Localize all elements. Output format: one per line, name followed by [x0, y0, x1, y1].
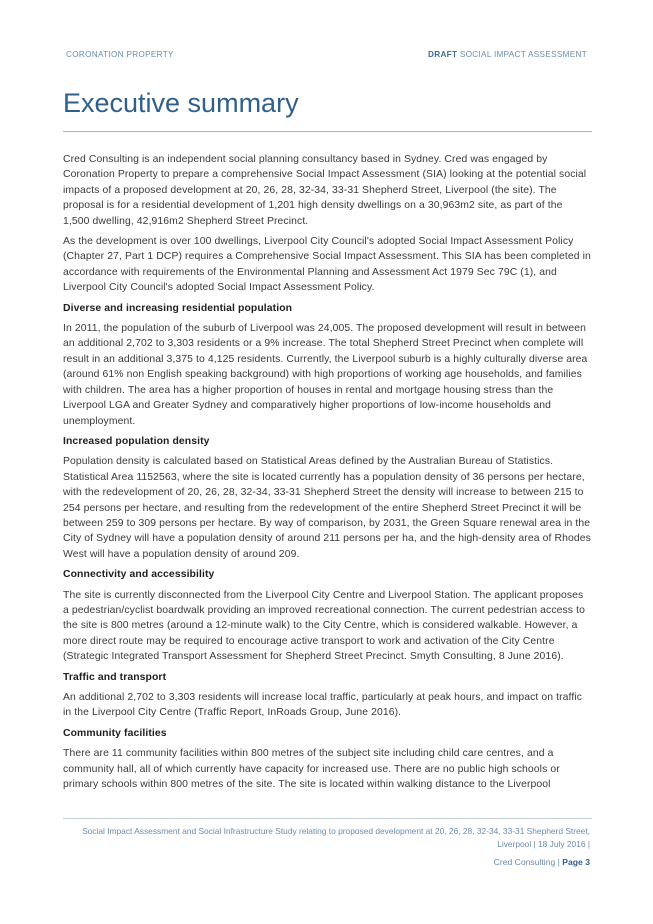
page-title: Executive summary: [63, 88, 299, 118]
page-number: Page 3: [562, 857, 590, 867]
paragraph-density: Population density is calculated based on Statistical Areas defined by the Australian Bureau of Statistics. Statistical Area 1152563, where the site is located currently has a population density of 36 persons per hectare, with the redevelopment of 20, 26, 28, 32-34, 33-31 Shepherd Street the density will increase to between 215 to 254 persons per hectare, and resulting from the redevelopment of the entire Shepherd Street Precinct it will be between 259 to 309 persons per hectare. By way of comparison, by 2031, the Green Square renewal area in the City of Sydney will have a population density of around 211 persons per ha, and the high-density area of Rhodes West will have a population density of around 209.: [63, 456, 591, 560]
intro-paragraph-1: Cred Consulting is an independent social planning consultancy based in Sydney. Cred was engaged by Coronation Property to prepare a comprehensive Social Impact Assessment (SIA) looking at the potential social impacts of a proposed development at 20, 26, 28, 32-34, 33-31 Shepherd Street, Liverpool (the site). The proposal is for a residential development of 1,201 high density dwellings on a 30,963m2 site, as part of the 1,500 dwelling, 42,916m2 Shepherd Street Precinct.: [63, 154, 587, 227]
paragraph-traffic: An additional 2,702 to 3,303 residents will increase local traffic, particularly at peak hours, and impact on traffic in the Liverpool City Centre (Traffic Report, InRoads Group, June 2016).: [63, 692, 583, 719]
heading-connectivity: Connectivity and accessibility: [63, 569, 215, 581]
body-content: [63, 152, 591, 797]
footer-study-title: Social Impact Assessment and Social Infrastructure Study relating to proposed development at 20, 26, 28, 32-34, 33-31 Shepherd Street, Liverpool | 18 July 2016 |: [82, 826, 590, 849]
footer-page-info: [494, 857, 590, 867]
paragraph-population: In 2011, the population of the suburb of Liverpool was 24,005. The proposed development will result in between an additional 2,702 to 3,303 residents or a 9% increase. The total Shepherd Street Precinct when complete will result in an additional 3,375 to 4,125 residents. Currently, the Liverpool suburb is a highly culturally diverse area (around 61% non English speaking background) with high proportions of working age households, and families with children. The area has a higher proportion of houses in rental and mortgage housing stress than the Liverpool LGA and Greater Sydney and comparatively higher proportions of low-income households and unemployment.: [63, 323, 588, 427]
heading-community: Community facilities: [63, 727, 167, 739]
header-document-type: [428, 50, 587, 59]
heading-population: Diverse and increasing residential population: [63, 302, 293, 314]
paragraph-community: There are 11 community facilities within 800 metres of the subject site including child care centres, and a community hall, all of which currently have capacity for increased use. There are no public high schools or primary schools within 800 metres of the site. The site is located within walking distance to the Liverpool: [63, 748, 560, 791]
header-company: CORONATION PROPERTY: [66, 50, 174, 59]
footer-company: Cred Consulting |: [493, 857, 563, 867]
header-doc-title: SOCIAL IMPACT ASSESSMENT: [457, 50, 587, 59]
paragraph-connectivity: The site is currently disconnected from the Liverpool City Centre and Liverpool Station. The applicant proposes a pedestrian/cyclist boardwalk providing an improved recreational connection. The current pedestrian access to the site is 800 metres (around a 12-minute walk) to the City Centre, which is considered walkable. However, a more direct route may be required to encourage active transport to work and activation of the City Centre (Strategic Integrated Transport Assessment for Shepherd Street Precinct. Smyth Consulting, 8 June 2016).: [63, 589, 585, 663]
title-divider: [63, 131, 592, 132]
footer-divider: [63, 818, 592, 819]
heading-density: Increased population density: [63, 435, 210, 447]
header-draft-label: DRAFT: [428, 50, 458, 59]
heading-traffic: Traffic and transport: [63, 671, 167, 683]
intro-paragraph-2: As the development is over 100 dwellings, Liverpool City Council's adopted Social Impact Assessment Policy (Chapter 27, Part 1 DCP) requires a Comprehensive Social Impact Assessment. This SIA has been completed in accordance with requirements of the Environmental Planning and Assessment Act 1979 Sec 79C (1), and Liverpool City Council's adopted Social Impact Assessment Policy.: [63, 236, 591, 294]
